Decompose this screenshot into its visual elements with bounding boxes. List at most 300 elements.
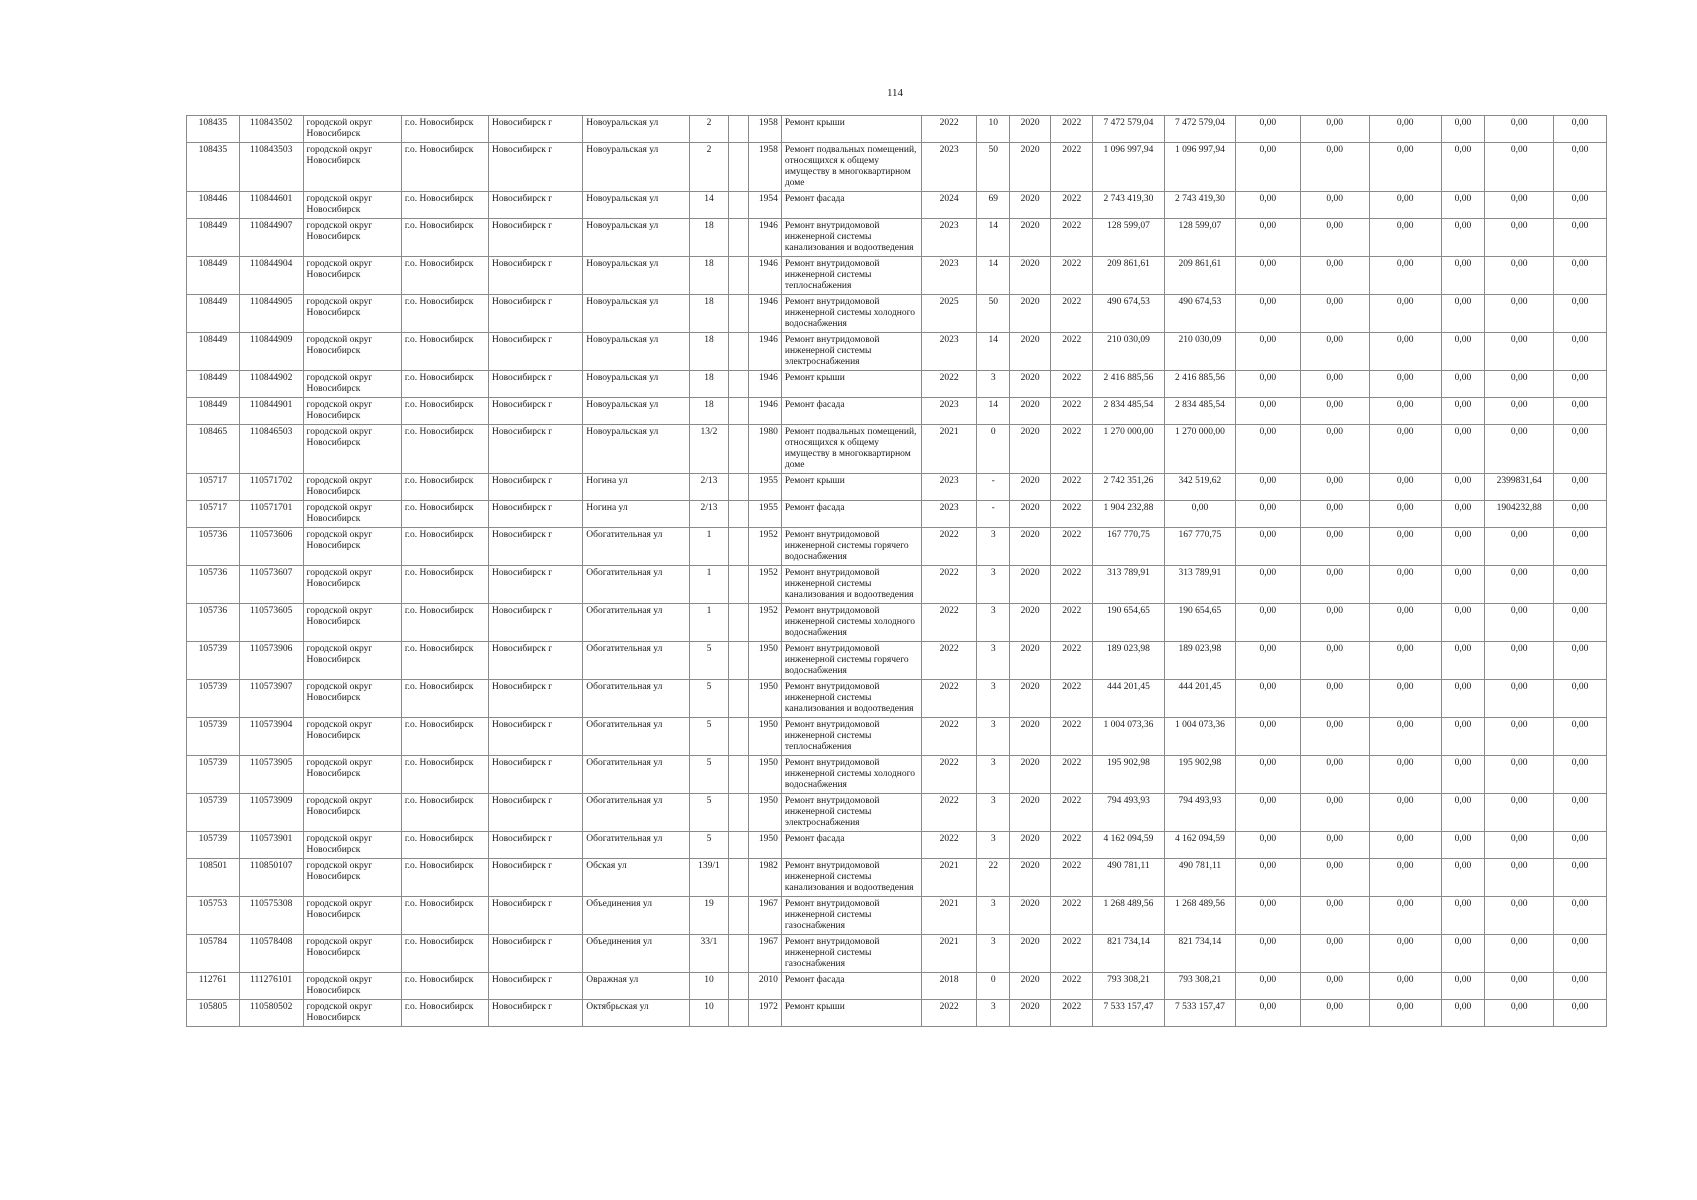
cell-street: Новоуральская ул <box>583 398 689 425</box>
cell-source-8: 0,00 <box>1554 604 1607 642</box>
cell-work-code: 110571701 <box>239 501 303 528</box>
cell-period-start: 2020 <box>1009 398 1051 425</box>
cell-source-6: 0,00 <box>1441 794 1485 832</box>
cell-planned-year: 2023 <box>921 501 977 528</box>
cell-house-id: 105739 <box>187 756 240 794</box>
cell-source-3: 0,00 <box>1235 116 1300 143</box>
cell-source-3: 0,00 <box>1235 528 1300 566</box>
cell-total-cost: 1 904 232,88 <box>1093 501 1165 528</box>
cell-total-cost: 1 268 489,56 <box>1093 897 1165 935</box>
cell-source-3: 0,00 <box>1235 257 1300 295</box>
cell-fund-cost: 4 162 094,59 <box>1164 832 1235 859</box>
cell-building <box>729 1000 749 1027</box>
cell-building <box>729 794 749 832</box>
cell-house-number: 18 <box>689 398 729 425</box>
cell-work-code: 110575308 <box>239 897 303 935</box>
cell-period-end: 2022 <box>1051 642 1093 680</box>
table-row <box>187 474 1607 501</box>
cell-locality: Новосибирск г <box>489 528 583 566</box>
cell-fund-cost: 128 599,07 <box>1164 219 1235 257</box>
cell-period-start: 2020 <box>1009 528 1051 566</box>
cell-house-number: 18 <box>689 295 729 333</box>
cell-source-5: 0,00 <box>1369 680 1441 718</box>
cell-street: Обогатительная ул <box>583 718 689 756</box>
cell-wear-percent: 3 <box>977 718 1009 756</box>
cell-work-code: 110843502 <box>239 116 303 143</box>
cell-wear-percent: 14 <box>977 333 1009 371</box>
cell-work-type: Ремонт внутридомовой инженерной системы газоснабжения <box>781 935 921 973</box>
cell-wear-percent: 14 <box>977 398 1009 425</box>
cell-source-8: 0,00 <box>1554 333 1607 371</box>
cell-total-cost: 313 789,91 <box>1093 566 1165 604</box>
cell-source-3: 0,00 <box>1235 680 1300 718</box>
cell-building <box>729 143 749 192</box>
cell-house-number: 13/2 <box>689 425 729 474</box>
cell-planned-year: 2023 <box>921 333 977 371</box>
cell-house-id: 105717 <box>187 474 240 501</box>
cell-source-7: 0,00 <box>1485 680 1554 718</box>
cell-source-4: 0,00 <box>1300 756 1369 794</box>
cell-period-end: 2022 <box>1051 219 1093 257</box>
cell-planned-year: 2021 <box>921 897 977 935</box>
cell-street: Обогатительная ул <box>583 642 689 680</box>
cell-source-6: 0,00 <box>1441 219 1485 257</box>
cell-house-id: 105753 <box>187 897 240 935</box>
cell-total-cost: 490 781,11 <box>1093 859 1165 897</box>
table-row <box>187 718 1607 756</box>
cell-source-4: 0,00 <box>1300 474 1369 501</box>
cell-fund-cost: 490 781,11 <box>1164 859 1235 897</box>
cell-source-3: 0,00 <box>1235 832 1300 859</box>
cell-source-6: 0,00 <box>1441 295 1485 333</box>
cell-source-6: 0,00 <box>1441 897 1485 935</box>
table-row <box>187 973 1607 1000</box>
cell-municipality: городской округ Новосибирск <box>303 219 401 257</box>
cell-period-start: 2020 <box>1009 1000 1051 1027</box>
cell-source-4: 0,00 <box>1300 642 1369 680</box>
cell-wear-percent: 14 <box>977 219 1009 257</box>
cell-locality: Новосибирск г <box>489 642 583 680</box>
cell-wear-percent: 3 <box>977 528 1009 566</box>
cell-source-4: 0,00 <box>1300 371 1369 398</box>
cell-house-id: 105739 <box>187 718 240 756</box>
cell-period-end: 2022 <box>1051 680 1093 718</box>
repair-registry-table <box>186 115 1607 1027</box>
cell-house-id: 108449 <box>187 257 240 295</box>
cell-source-8: 0,00 <box>1554 116 1607 143</box>
cell-source-7: 0,00 <box>1485 116 1554 143</box>
cell-district: г.о. Новосибирск <box>401 973 488 1000</box>
cell-wear-percent: 50 <box>977 295 1009 333</box>
cell-district: г.о. Новосибирск <box>401 398 488 425</box>
cell-period-start: 2020 <box>1009 604 1051 642</box>
cell-period-start: 2020 <box>1009 192 1051 219</box>
table-row <box>187 566 1607 604</box>
cell-municipality: городской округ Новосибирск <box>303 257 401 295</box>
cell-planned-year: 2022 <box>921 832 977 859</box>
cell-work-type: Ремонт внутридомовой инженерной системы холодного водоснабжения <box>781 604 921 642</box>
cell-total-cost: 2 834 485,54 <box>1093 398 1165 425</box>
cell-build-year: 1954 <box>749 192 781 219</box>
cell-district: г.о. Новосибирск <box>401 642 488 680</box>
cell-build-year: 1980 <box>749 425 781 474</box>
cell-house-number: 2 <box>689 116 729 143</box>
cell-source-6: 0,00 <box>1441 501 1485 528</box>
cell-work-type: Ремонт внутридомовой инженерной системы холодного водоснабжения <box>781 756 921 794</box>
cell-planned-year: 2022 <box>921 528 977 566</box>
cell-period-end: 2022 <box>1051 116 1093 143</box>
cell-building <box>729 859 749 897</box>
cell-period-end: 2022 <box>1051 528 1093 566</box>
cell-district: г.о. Новосибирск <box>401 295 488 333</box>
cell-work-code: 111276101 <box>239 973 303 1000</box>
cell-source-6: 0,00 <box>1441 192 1485 219</box>
cell-municipality: городской округ Новосибирск <box>303 935 401 973</box>
cell-building <box>729 474 749 501</box>
cell-source-5: 0,00 <box>1369 116 1441 143</box>
table-row <box>187 604 1607 642</box>
cell-district: г.о. Новосибирск <box>401 192 488 219</box>
cell-source-6: 0,00 <box>1441 528 1485 566</box>
cell-period-start: 2020 <box>1009 566 1051 604</box>
cell-period-start: 2020 <box>1009 333 1051 371</box>
cell-source-7: 0,00 <box>1485 897 1554 935</box>
cell-work-code: 110573906 <box>239 642 303 680</box>
cell-work-code: 110844904 <box>239 257 303 295</box>
cell-planned-year: 2022 <box>921 116 977 143</box>
cell-street: Обогатительная ул <box>583 756 689 794</box>
cell-source-3: 0,00 <box>1235 295 1300 333</box>
table-row <box>187 756 1607 794</box>
cell-street: Новоуральская ул <box>583 425 689 474</box>
cell-work-type: Ремонт фасада <box>781 501 921 528</box>
table-row <box>187 295 1607 333</box>
cell-total-cost: 444 201,45 <box>1093 680 1165 718</box>
cell-source-8: 0,00 <box>1554 528 1607 566</box>
cell-district: г.о. Новосибирск <box>401 257 488 295</box>
cell-locality: Новосибирск г <box>489 257 583 295</box>
cell-house-number: 18 <box>689 371 729 398</box>
cell-source-8: 0,00 <box>1554 680 1607 718</box>
cell-house-id: 105739 <box>187 680 240 718</box>
cell-source-5: 0,00 <box>1369 935 1441 973</box>
cell-source-8: 0,00 <box>1554 832 1607 859</box>
cell-house-id: 108449 <box>187 371 240 398</box>
cell-planned-year: 2023 <box>921 398 977 425</box>
cell-locality: Новосибирск г <box>489 973 583 1000</box>
cell-building <box>729 604 749 642</box>
cell-source-6: 0,00 <box>1441 756 1485 794</box>
cell-work-code: 110571702 <box>239 474 303 501</box>
cell-work-code: 110844909 <box>239 333 303 371</box>
cell-house-id: 105739 <box>187 832 240 859</box>
cell-source-6: 0,00 <box>1441 474 1485 501</box>
cell-street: Овражная ул <box>583 973 689 1000</box>
cell-planned-year: 2022 <box>921 794 977 832</box>
cell-locality: Новосибирск г <box>489 832 583 859</box>
cell-house-id: 105736 <box>187 528 240 566</box>
cell-house-number: 18 <box>689 333 729 371</box>
cell-period-end: 2022 <box>1051 897 1093 935</box>
cell-source-8: 0,00 <box>1554 501 1607 528</box>
cell-work-code: 110573909 <box>239 794 303 832</box>
cell-house-number: 5 <box>689 756 729 794</box>
cell-house-id: 108449 <box>187 333 240 371</box>
cell-source-6: 0,00 <box>1441 333 1485 371</box>
cell-fund-cost: 1 004 073,36 <box>1164 718 1235 756</box>
cell-locality: Новосибирск г <box>489 1000 583 1027</box>
cell-street: Новоуральская ул <box>583 333 689 371</box>
cell-house-number: 10 <box>689 973 729 1000</box>
cell-source-3: 0,00 <box>1235 425 1300 474</box>
cell-build-year: 1946 <box>749 257 781 295</box>
cell-build-year: 1946 <box>749 219 781 257</box>
cell-fund-cost: 1 268 489,56 <box>1164 897 1235 935</box>
cell-work-type: Ремонт подвальных помещений, относящихся к общему имуществу в многоквартирном доме <box>781 425 921 474</box>
cell-work-type: Ремонт фасада <box>781 973 921 1000</box>
cell-district: г.о. Новосибирск <box>401 474 488 501</box>
table-row <box>187 859 1607 897</box>
cell-source-8: 0,00 <box>1554 143 1607 192</box>
cell-work-type: Ремонт внутридомовой инженерной системы горячего водоснабжения <box>781 528 921 566</box>
cell-source-8: 0,00 <box>1554 192 1607 219</box>
table-row <box>187 642 1607 680</box>
cell-house-number: 1 <box>689 604 729 642</box>
cell-fund-cost: 195 902,98 <box>1164 756 1235 794</box>
cell-source-8: 0,00 <box>1554 398 1607 425</box>
cell-fund-cost: 2 416 885,56 <box>1164 371 1235 398</box>
cell-total-cost: 2 742 351,26 <box>1093 474 1165 501</box>
cell-house-id: 105739 <box>187 794 240 832</box>
cell-source-6: 0,00 <box>1441 398 1485 425</box>
cell-source-8: 0,00 <box>1554 973 1607 1000</box>
cell-house-id: 108449 <box>187 219 240 257</box>
cell-fund-cost: 0,00 <box>1164 501 1235 528</box>
cell-total-cost: 190 654,65 <box>1093 604 1165 642</box>
cell-district: г.о. Новосибирск <box>401 219 488 257</box>
cell-period-start: 2020 <box>1009 935 1051 973</box>
cell-source-6: 0,00 <box>1441 859 1485 897</box>
cell-municipality: городской округ Новосибирск <box>303 333 401 371</box>
cell-district: г.о. Новосибирск <box>401 528 488 566</box>
cell-wear-percent: 3 <box>977 642 1009 680</box>
cell-source-8: 0,00 <box>1554 794 1607 832</box>
cell-wear-percent: 3 <box>977 794 1009 832</box>
cell-source-7: 0,00 <box>1485 604 1554 642</box>
cell-street: Октябрьская ул <box>583 1000 689 1027</box>
cell-total-cost: 128 599,07 <box>1093 219 1165 257</box>
cell-source-6: 0,00 <box>1441 832 1485 859</box>
cell-build-year: 1950 <box>749 718 781 756</box>
cell-locality: Новосибирск г <box>489 143 583 192</box>
cell-building <box>729 680 749 718</box>
cell-district: г.о. Новосибирск <box>401 333 488 371</box>
cell-fund-cost: 490 674,53 <box>1164 295 1235 333</box>
table-row <box>187 935 1607 973</box>
cell-total-cost: 490 674,53 <box>1093 295 1165 333</box>
cell-building <box>729 718 749 756</box>
cell-wear-percent: 10 <box>977 116 1009 143</box>
cell-source-5: 0,00 <box>1369 143 1441 192</box>
cell-work-type: Ремонт внутридомовой инженерной системы канализования и водоотведения <box>781 219 921 257</box>
table-row <box>187 371 1607 398</box>
cell-building <box>729 897 749 935</box>
cell-total-cost: 1 270 000,00 <box>1093 425 1165 474</box>
cell-wear-percent: 3 <box>977 756 1009 794</box>
cell-total-cost: 209 861,61 <box>1093 257 1165 295</box>
cell-total-cost: 794 493,93 <box>1093 794 1165 832</box>
cell-work-code: 110573901 <box>239 832 303 859</box>
cell-source-4: 0,00 <box>1300 897 1369 935</box>
cell-district: г.о. Новосибирск <box>401 116 488 143</box>
cell-source-5: 0,00 <box>1369 859 1441 897</box>
cell-source-5: 0,00 <box>1369 1000 1441 1027</box>
cell-fund-cost: 793 308,21 <box>1164 973 1235 1000</box>
cell-source-4: 0,00 <box>1300 604 1369 642</box>
cell-source-6: 0,00 <box>1441 143 1485 192</box>
cell-source-7: 0,00 <box>1485 756 1554 794</box>
cell-house-number: 1 <box>689 566 729 604</box>
cell-source-7: 0,00 <box>1485 219 1554 257</box>
cell-source-7: 0,00 <box>1485 371 1554 398</box>
cell-source-5: 0,00 <box>1369 425 1441 474</box>
cell-work-code: 110573905 <box>239 756 303 794</box>
cell-work-type: Ремонт подвальных помещений, относящихся к общему имуществу в многоквартирном доме <box>781 143 921 192</box>
cell-house-number: 18 <box>689 219 729 257</box>
cell-period-start: 2020 <box>1009 832 1051 859</box>
cell-house-id: 108446 <box>187 192 240 219</box>
cell-period-end: 2022 <box>1051 756 1093 794</box>
cell-work-code: 110573606 <box>239 528 303 566</box>
cell-planned-year: 2018 <box>921 973 977 1000</box>
cell-total-cost: 1 004 073,36 <box>1093 718 1165 756</box>
cell-wear-percent: 3 <box>977 935 1009 973</box>
cell-house-number: 5 <box>689 718 729 756</box>
cell-work-type: Ремонт внутридомовой инженерной системы холодного водоснабжения <box>781 295 921 333</box>
cell-source-8: 0,00 <box>1554 859 1607 897</box>
cell-locality: Новосибирск г <box>489 935 583 973</box>
cell-planned-year: 2024 <box>921 192 977 219</box>
cell-municipality: городской округ Новосибирск <box>303 566 401 604</box>
cell-source-5: 0,00 <box>1369 897 1441 935</box>
cell-street: Новоуральская ул <box>583 192 689 219</box>
cell-source-6: 0,00 <box>1441 1000 1485 1027</box>
cell-work-type: Ремонт фасада <box>781 398 921 425</box>
cell-total-cost: 2 743 419,30 <box>1093 192 1165 219</box>
cell-fund-cost: 821 734,14 <box>1164 935 1235 973</box>
cell-source-5: 0,00 <box>1369 973 1441 1000</box>
cell-period-end: 2022 <box>1051 425 1093 474</box>
cell-district: г.о. Новосибирск <box>401 935 488 973</box>
cell-street: Объединения ул <box>583 897 689 935</box>
cell-source-5: 0,00 <box>1369 219 1441 257</box>
cell-municipality: городской округ Новосибирск <box>303 398 401 425</box>
cell-source-8: 0,00 <box>1554 718 1607 756</box>
page-number: 114 <box>886 87 904 99</box>
cell-source-7: 1904232,88 <box>1485 501 1554 528</box>
cell-source-5: 0,00 <box>1369 295 1441 333</box>
cell-wear-percent: - <box>977 474 1009 501</box>
cell-wear-percent: 3 <box>977 1000 1009 1027</box>
cell-source-5: 0,00 <box>1369 398 1441 425</box>
cell-building <box>729 116 749 143</box>
cell-street: Обогатительная ул <box>583 528 689 566</box>
cell-locality: Новосибирск г <box>489 219 583 257</box>
cell-source-4: 0,00 <box>1300 566 1369 604</box>
cell-build-year: 1950 <box>749 680 781 718</box>
cell-fund-cost: 1 096 997,94 <box>1164 143 1235 192</box>
cell-house-id: 108449 <box>187 295 240 333</box>
cell-source-3: 0,00 <box>1235 474 1300 501</box>
cell-house-number: 14 <box>689 192 729 219</box>
cell-house-number: 18 <box>689 257 729 295</box>
cell-source-5: 0,00 <box>1369 604 1441 642</box>
cell-house-number: 33/1 <box>689 935 729 973</box>
cell-source-6: 0,00 <box>1441 680 1485 718</box>
cell-source-7: 0,00 <box>1485 192 1554 219</box>
cell-wear-percent: 3 <box>977 371 1009 398</box>
cell-period-end: 2022 <box>1051 566 1093 604</box>
cell-house-id: 105736 <box>187 566 240 604</box>
cell-build-year: 1982 <box>749 859 781 897</box>
cell-house-number: 5 <box>689 642 729 680</box>
cell-locality: Новосибирск г <box>489 398 583 425</box>
cell-source-4: 0,00 <box>1300 680 1369 718</box>
cell-build-year: 1955 <box>749 474 781 501</box>
cell-period-start: 2020 <box>1009 116 1051 143</box>
cell-build-year: 1952 <box>749 566 781 604</box>
cell-source-7: 0,00 <box>1485 398 1554 425</box>
cell-source-4: 0,00 <box>1300 859 1369 897</box>
cell-source-4: 0,00 <box>1300 501 1369 528</box>
cell-period-start: 2020 <box>1009 219 1051 257</box>
cell-district: г.о. Новосибирск <box>401 501 488 528</box>
cell-source-8: 0,00 <box>1554 642 1607 680</box>
cell-source-3: 0,00 <box>1235 1000 1300 1027</box>
table-row <box>187 192 1607 219</box>
cell-source-5: 0,00 <box>1369 501 1441 528</box>
cell-planned-year: 2023 <box>921 143 977 192</box>
cell-work-type: Ремонт внутридомовой инженерной системы теплоснабжения <box>781 257 921 295</box>
cell-source-7: 0,00 <box>1485 333 1554 371</box>
cell-build-year: 1946 <box>749 398 781 425</box>
cell-period-end: 2022 <box>1051 371 1093 398</box>
cell-work-code: 110846503 <box>239 425 303 474</box>
cell-build-year: 1952 <box>749 528 781 566</box>
cell-wear-percent: 3 <box>977 566 1009 604</box>
cell-locality: Новосибирск г <box>489 501 583 528</box>
cell-house-id: 112761 <box>187 973 240 1000</box>
cell-source-7: 0,00 <box>1485 935 1554 973</box>
cell-fund-cost: 7 533 157,47 <box>1164 1000 1235 1027</box>
cell-source-7: 2399831,64 <box>1485 474 1554 501</box>
cell-street: Ногина ул <box>583 474 689 501</box>
cell-source-5: 0,00 <box>1369 756 1441 794</box>
cell-district: г.о. Новосибирск <box>401 859 488 897</box>
cell-period-start: 2020 <box>1009 680 1051 718</box>
cell-fund-cost: 1 270 000,00 <box>1164 425 1235 474</box>
cell-fund-cost: 210 030,09 <box>1164 333 1235 371</box>
table-row <box>187 425 1607 474</box>
cell-municipality: городской округ Новосибирск <box>303 143 401 192</box>
cell-planned-year: 2022 <box>921 566 977 604</box>
cell-source-4: 0,00 <box>1300 333 1369 371</box>
cell-source-3: 0,00 <box>1235 718 1300 756</box>
cell-source-7: 0,00 <box>1485 718 1554 756</box>
cell-total-cost: 195 902,98 <box>1093 756 1165 794</box>
cell-municipality: городской округ Новосибирск <box>303 794 401 832</box>
cell-build-year: 1950 <box>749 756 781 794</box>
